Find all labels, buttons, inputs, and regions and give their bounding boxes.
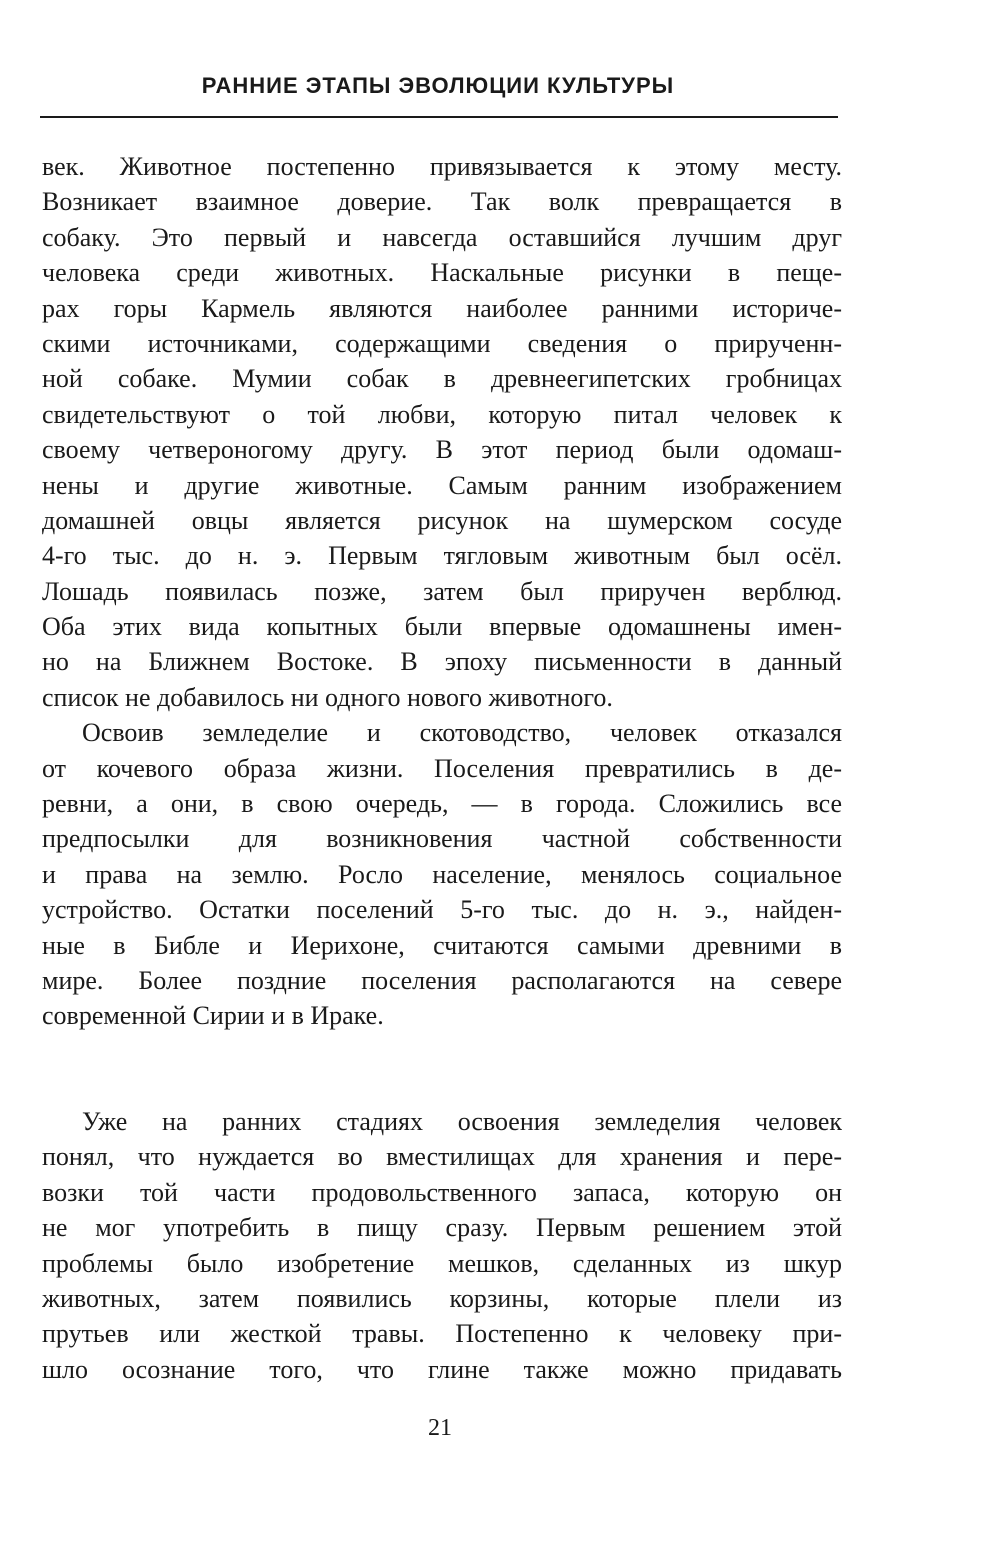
text-line: свидетельствуют о той любви, которую питал человек к (42, 399, 842, 429)
text-line: но на Ближнем Востоке. В эпоху письменности в данный (42, 647, 842, 677)
text-line: Освоив земледелие и скотоводство, человек отказался (82, 718, 842, 748)
text-line: шло осознание того, что глине также можно придавать (42, 1354, 842, 1384)
running-header: РАННИЕ ЭТАПЫ ЭВОЛЮЦИИ КУЛЬТУРЫ (201, 73, 675, 98)
text-line: Уже на ранних стадиях освоения земледелия человек (82, 1107, 842, 1136)
text-line: Оба этих вида копытных были впервые одомашнены имен- (42, 612, 842, 642)
text-line: 4-го тыс. до н. э. Первым тягловым животным был осёл. (42, 541, 842, 571)
text-line: Лошадь появилась позже, затем был приручен верблюд. (42, 576, 842, 606)
text-line: проблемы было изобретение мешков, сделанных из шкур (42, 1248, 842, 1278)
text-line: от кочевого образа жизни. Поселения превратились в де- (42, 753, 842, 783)
text-line: прутьев или жесткой травы. Постепенно к человеку при- (42, 1319, 842, 1349)
text-line: нены и другие животные. Самым ранним изображением (42, 470, 842, 500)
text-line: устройство. Остатки поселений 5-го тыс. до н. э., найден- (42, 895, 842, 925)
text-line: мире. Более поздние поселения располагаются на севере (42, 965, 842, 995)
text-block-upper (42, 149, 842, 1034)
text-line: ной собаке. Мумии собак в древнеегипетских гробницах (42, 364, 842, 394)
text-line: собаку. Это первый и навсегда оставшийся лучшим друг (42, 222, 842, 252)
text-line: современной Сирии и в Ираке. (42, 1001, 384, 1031)
text-line: животных, затем появились корзины, которые плели из (42, 1283, 842, 1313)
text-line: скими источниками, содержащими сведения о прирученн- (42, 328, 842, 358)
text-line: Возникает взаимное доверие. Так волк превращается в (42, 187, 842, 217)
paragraph (42, 149, 842, 715)
text-line: своему четвероногому другу. В этот период были одомаш- (42, 435, 842, 465)
paragraph (42, 1104, 842, 1387)
text-line: ные в Библе и Иерихоне, считаются самыми древними в (42, 930, 842, 960)
text-line: не мог употребить в пищу сразу. Первым решением этой (42, 1213, 842, 1243)
paragraph (42, 715, 842, 1034)
text-line: рах горы Кармель являются наиболее ранними историче- (42, 293, 842, 323)
text-line: ревни, а они, в свою очередь, — в города. Сложились все (42, 789, 842, 819)
page-number: 21 (428, 1415, 452, 1441)
header-rule (40, 116, 838, 118)
text-line: список не добавилось ни одного нового животного. (42, 682, 613, 712)
text-line: предпосылки для возникновения частной собственности (42, 824, 842, 854)
text-line: домашней овцы является рисунок на шумерском сосуде (42, 505, 842, 535)
text-line: возки той части продовольственного запаса, которую он (42, 1177, 842, 1207)
text-line: понял, что нуждается во вместилищах для хранения и пере- (42, 1142, 842, 1172)
text-block-lower (42, 1104, 842, 1387)
text-line: человека среди животных. Наскальные рисунки в пеще- (42, 258, 842, 288)
text-line: век. Животное постепенно привязывается к этому месту. (42, 152, 842, 181)
text-line: и права на землю. Росло население, менялось социальное (42, 859, 842, 889)
